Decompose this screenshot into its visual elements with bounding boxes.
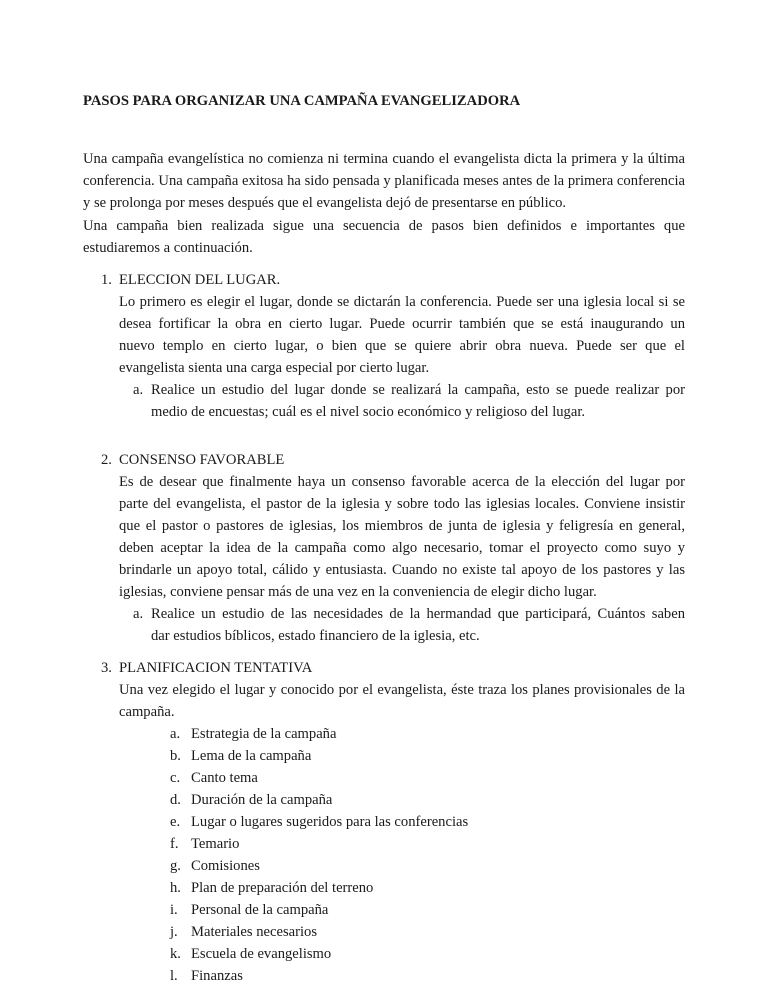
- subitem-letter: a.: [133, 606, 144, 622]
- list-item: Temario: [191, 836, 240, 852]
- list-item: Duración de la campaña: [191, 792, 333, 808]
- list-item-letter: d.: [170, 792, 181, 808]
- section-number: 1.: [101, 272, 112, 288]
- list-item-letter: h.: [170, 880, 181, 896]
- list-item-letter: c.: [170, 770, 181, 786]
- list-item: Materiales necesarios: [191, 924, 318, 940]
- paragraph-line: conferencia. Una campaña exitosa ha sido pensada y planificada meses antes de la primera conferencia: [83, 173, 685, 189]
- list-item: Escuela de evangelismo: [191, 946, 332, 962]
- document-title: PASOS PARA ORGANIZAR UNA CAMPAÑA EVANGELIZADORA: [83, 93, 521, 109]
- list-item-letter: e.: [170, 814, 181, 830]
- section-number: 3.: [101, 660, 112, 676]
- list-item-letter: f.: [170, 836, 179, 852]
- paragraph-line: y se prolonga por meses después que el evangelista dejó de presentarse en público.: [83, 195, 567, 211]
- section-body-line: iglesias, conviene pensar más de una vez en la conveniencia de elegir dicho lugar.: [119, 584, 597, 600]
- paragraph-line: Una campaña bien realizada sigue una secuencia de pasos bien definidos e importantes que: [83, 218, 685, 234]
- list-item: Finanzas: [191, 968, 243, 984]
- list-item: Comisiones: [191, 858, 260, 874]
- list-item-letter: b.: [170, 748, 181, 764]
- list-item-letter: j.: [170, 924, 178, 940]
- subitem-line: Realice un estudio de las necesidades de la hermandad que participará, Cuántos saben: [151, 606, 685, 622]
- section-heading: ELECCION DEL LUGAR.: [119, 272, 281, 288]
- list-item-letter: i.: [170, 902, 178, 918]
- paragraph-line: estudiaremos a continuación.: [83, 240, 253, 256]
- list-item-letter: l.: [170, 968, 178, 984]
- section-body-line: que el pastor o pastores de iglesias, los miembros de junta de iglesia y feligresía en general,: [119, 518, 685, 534]
- list-item: Estrategia de la campaña: [191, 726, 337, 742]
- subitem-letter: a.: [133, 382, 144, 398]
- subitem-line: medio de encuestas; cuál es el nivel socio económico y religioso del lugar.: [151, 404, 586, 420]
- list-item: Plan de preparación del terreno: [191, 880, 374, 896]
- section-body-line: Una vez elegido el lugar y conocido por el evangelista, éste traza los planes provisionales de la: [119, 682, 685, 698]
- subitem-line: dar estudios bíblicos, estado financiero de la iglesia, etc.: [151, 628, 480, 644]
- subitem-line: Realice un estudio del lugar donde se realizará la campaña, esto se puede realizar por: [151, 382, 685, 398]
- section-body-line: parte del evangelista, el pastor de la iglesia y sobre todo las iglesias locales. Conviene insistir: [119, 496, 685, 512]
- section-body-line: Lo primero es elegir el lugar, donde se dictarán la conferencia. Puede ser una iglesia local si se: [119, 294, 685, 310]
- list-item-letter: k.: [170, 946, 181, 962]
- section-body-line: brindarle un apoyo total, cálido y entusiasta. Cuando no existe tal apoyo de los pastores y las: [119, 562, 685, 578]
- section-body-line: campaña.: [119, 704, 175, 720]
- section-body-line: Es de desear que finalmente haya un consenso favorable acerca de la elección del lugar por: [119, 474, 685, 490]
- list-item: Lema de la campaña: [191, 748, 312, 764]
- list-item: Lugar o lugares sugeridos para las conferencias: [191, 814, 469, 830]
- paragraph-line: Una campaña evangelística no comienza ni termina cuando el evangelista dicta la primera y la última: [83, 151, 685, 167]
- list-item: Canto tema: [191, 770, 258, 786]
- list-item: Personal de la campaña: [191, 902, 329, 918]
- section-heading: PLANIFICACION TENTATIVA: [119, 660, 313, 676]
- section-body-line: deben aceptar la idea de la campaña como algo necesario, tomar el proyecto como suyo y: [119, 540, 685, 556]
- list-item-letter: a.: [170, 726, 181, 742]
- section-body-line: nuevo templo en cierto lugar, o bien que se quiere abrir obra nueva. Puede ser que el: [119, 338, 685, 354]
- section-number: 2.: [101, 452, 112, 468]
- list-item-letter: g.: [170, 858, 181, 874]
- section-body-line: evangelista sienta una carga especial por cierto lugar.: [119, 360, 430, 376]
- section-heading: CONSENSO FAVORABLE: [119, 452, 285, 468]
- section-body-line: desea fortificar la obra en cierto lugar. Puede ocurrir también que se está inaugurando un: [119, 316, 685, 332]
